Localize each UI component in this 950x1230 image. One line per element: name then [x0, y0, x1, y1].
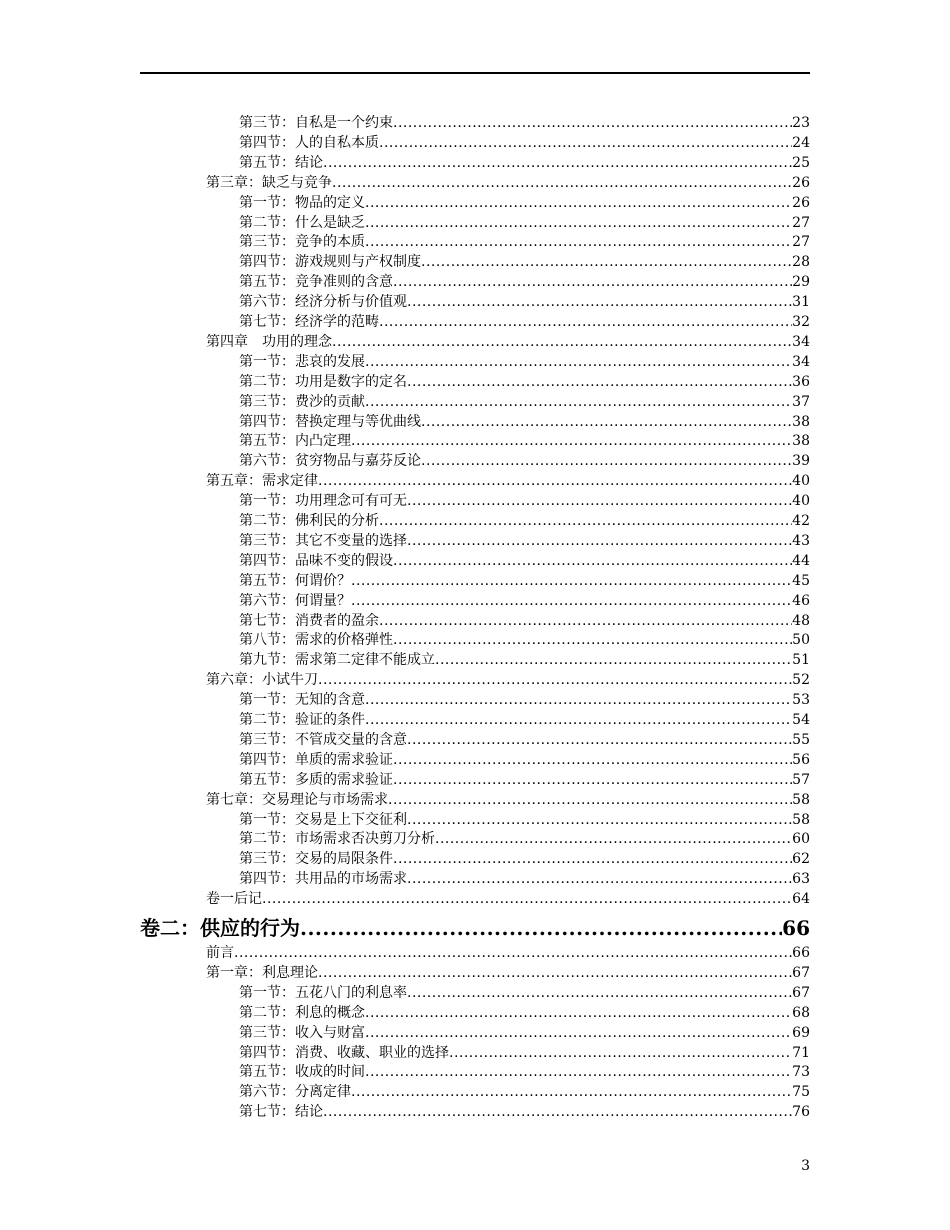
toc-entry-page: 28	[792, 254, 810, 271]
toc-section-entry[interactable]	[239, 252, 810, 272]
dot-leader	[351, 1082, 792, 1102]
toc-section-entry[interactable]	[239, 431, 810, 451]
toc-entry-page: 32	[792, 314, 810, 330]
dot-leader	[318, 471, 792, 491]
dot-leader	[388, 790, 792, 810]
toc-entry-label: 第五章：需求定律	[206, 473, 318, 490]
toc-entry-label: 第六节：经济分析与价值观	[239, 294, 407, 311]
toc-section-entry[interactable]	[239, 232, 810, 252]
toc-section-entry[interactable]	[239, 451, 810, 471]
toc-entry-label: 第五节：内凸定理	[239, 433, 351, 450]
toc-entry-label: 第六节：何谓量？	[239, 592, 351, 609]
toc-entry-label: 第三节：其它不变量的选择	[239, 532, 407, 549]
toc-entry-label: 第三节：自私是一个约束	[239, 115, 393, 131]
toc-chapter-entry[interactable]	[206, 963, 810, 983]
toc-entry-page: 54	[792, 712, 810, 728]
toc-entry-page: 26	[792, 194, 810, 211]
toc-entry-page: 34	[792, 333, 810, 350]
toc-section-entry[interactable]	[239, 770, 810, 790]
dot-leader	[379, 511, 792, 531]
toc-entry-label: 第四节：共用品的市场需求	[239, 871, 407, 888]
dot-leader	[365, 690, 792, 710]
toc-entry-label: 第二节：功用是数字的定名	[239, 373, 407, 390]
dot-leader	[365, 232, 792, 252]
toc-section-entry[interactable]	[239, 1003, 810, 1023]
toc-chapter-entry[interactable]	[206, 471, 810, 491]
toc-entry-label: 第四节：品味不变的假设	[239, 552, 393, 569]
toc-section-entry[interactable]	[239, 571, 810, 591]
toc-entry-page: 68	[792, 1004, 810, 1021]
toc-entry-page: 62	[792, 851, 810, 868]
page-number: 3	[801, 1158, 810, 1174]
dot-leader	[393, 272, 792, 292]
toc-entry-label: 第一章：利息理论	[206, 964, 318, 981]
toc-entry-page: 38	[792, 433, 810, 450]
dot-leader	[407, 531, 792, 551]
dot-leader	[365, 1003, 792, 1023]
toc-entry-page: 58	[792, 791, 810, 808]
toc-entry-page: 52	[792, 672, 810, 689]
toc-entry-page: 36	[792, 373, 810, 390]
dot-leader	[449, 1043, 792, 1063]
toc-entry-label: 第五节：何谓价？	[239, 572, 351, 589]
toc-section-entry[interactable]	[239, 491, 810, 511]
toc-entry-page: 66	[792, 945, 810, 961]
toc-section-entry[interactable]	[239, 392, 810, 412]
dot-leader	[407, 983, 792, 1003]
toc-entry-label: 第四节：消费、收藏、职业的选择	[239, 1044, 449, 1061]
dot-leader	[421, 412, 792, 432]
toc-section-entry[interactable]	[239, 272, 810, 292]
toc-entry-label: 第五节：多质的需求验证	[239, 771, 393, 788]
toc-entry-page: 44	[792, 552, 810, 569]
toc-entry-label: 第五节：结论	[239, 154, 323, 171]
toc-entry-label: 卷一后记	[206, 891, 262, 908]
toc-section-entry[interactable]	[239, 1043, 810, 1063]
toc-section-entry[interactable]	[239, 810, 810, 830]
toc-section-entry[interactable]	[239, 372, 810, 392]
toc-entry-page: 37	[792, 393, 810, 410]
toc-entry-page: 51	[792, 652, 810, 669]
toc-section-entry[interactable]	[239, 1102, 810, 1122]
toc-entry-page: 24	[792, 134, 810, 151]
dot-leader	[421, 252, 792, 272]
toc-entry-page: 25	[792, 154, 810, 171]
dot-leader	[407, 292, 792, 312]
toc-entry-label: 第三节：竞争的本质	[239, 234, 365, 251]
toc-section-entry[interactable]	[239, 750, 810, 770]
dot-leader	[393, 849, 792, 869]
toc-section-entry[interactable]	[239, 511, 810, 531]
toc-entry-label: 第一节：无知的含意	[239, 692, 365, 709]
toc-entry-page: 40	[792, 473, 810, 490]
toc-section-entry[interactable]	[239, 551, 810, 571]
toc-entry-label: 第二节：利息的概念	[239, 1004, 365, 1021]
dot-leader	[393, 113, 792, 133]
toc-entry-label: 第四节：替换定理与等优曲线	[239, 413, 421, 430]
toc-entry-page: 64	[792, 891, 810, 908]
toc-entry-page: 60	[792, 831, 810, 848]
dot-leader	[318, 670, 792, 690]
toc-section-entry[interactable]	[239, 591, 810, 611]
toc-entry-label: 第二节：什么是缺乏	[239, 214, 365, 231]
toc-entry-label: 第一节：交易是上下交征利	[239, 811, 407, 828]
toc-entry-page: 66	[782, 916, 810, 940]
toc-section-entry[interactable]	[239, 531, 810, 551]
header-rule	[140, 72, 810, 74]
toc-entry-label: 第二节：验证的条件	[239, 712, 365, 728]
toc-entry-page: 45	[792, 572, 810, 589]
toc-entry-label: 第三节：交易的局限条件	[239, 851, 393, 868]
toc-entry-page: 27	[792, 234, 810, 251]
toc-entry-label: 第四节：单质的需求验证	[239, 751, 393, 768]
toc-entry-label: 第四节：人的自私本质	[239, 134, 379, 151]
toc-entry-label: 卷二：供应的行为	[140, 916, 300, 940]
toc-entry-label: 第四章 功用的理念	[206, 333, 332, 350]
dot-leader	[332, 332, 792, 352]
toc-part-entry[interactable]	[140, 915, 810, 941]
toc-entry-page: 40	[792, 493, 810, 510]
toc-entry-label: 前言	[206, 945, 234, 961]
dot-leader	[365, 392, 792, 412]
toc-section-entry[interactable]	[239, 352, 810, 372]
dot-leader	[421, 451, 792, 471]
dot-leader	[365, 710, 792, 730]
toc-entry-page: 38	[792, 413, 810, 430]
toc-chapter-entry[interactable]	[206, 790, 810, 810]
dot-leader	[407, 372, 792, 392]
toc-entry-label: 第八节：需求的价格弹性	[239, 632, 393, 649]
toc-entry-page: 53	[792, 692, 810, 709]
toc-entry-label: 第二节：佛利民的分析	[239, 513, 379, 529]
toc-section-entry[interactable]	[239, 1082, 810, 1102]
toc-entry-page: 31	[792, 294, 810, 311]
toc-chapter-entry[interactable]	[206, 889, 810, 909]
dot-leader	[365, 352, 792, 372]
toc-section-entry[interactable]	[239, 869, 810, 889]
dot-leader	[393, 770, 792, 790]
dot-leader	[393, 551, 792, 571]
toc-entry-label: 第一节：功用理念可有可无	[239, 493, 407, 510]
dot-leader	[407, 810, 792, 830]
toc-section-entry[interactable]	[239, 213, 810, 233]
toc-section-entry[interactable]	[239, 710, 810, 730]
dot-leader	[323, 1102, 792, 1122]
toc-section-entry[interactable]	[239, 730, 810, 750]
toc-section-entry[interactable]	[239, 690, 810, 710]
toc-entry-page: 42	[792, 513, 810, 529]
toc-entry-page: 56	[792, 751, 810, 768]
toc-entry-page: 26	[792, 174, 810, 191]
toc-section-entry[interactable]	[239, 630, 810, 650]
dot-leader	[351, 591, 792, 611]
toc-entry-label: 第一节：五花八门的利息率	[239, 984, 407, 1001]
dot-leader	[262, 889, 792, 909]
toc-entry-page: 23	[792, 115, 810, 131]
toc-entry-label: 第三节：收入与财富	[239, 1024, 365, 1041]
toc-entry-page: 39	[792, 453, 810, 470]
dot-leader	[234, 943, 792, 963]
toc-section-entry[interactable]	[239, 611, 810, 631]
dot-leader	[300, 915, 782, 941]
toc-entry-page: 67	[792, 964, 810, 981]
toc-entry-label: 第一节：物品的定义	[239, 194, 365, 211]
toc-entry-page: 29	[792, 274, 810, 291]
toc-chapter-entry[interactable]	[206, 670, 810, 690]
dot-leader	[318, 963, 792, 983]
toc-entry-page: 55	[792, 731, 810, 748]
toc-entry-page: 73	[792, 1064, 810, 1081]
toc-entry-label: 第六章：小试牛刀	[206, 672, 318, 689]
toc-entry-page: 46	[792, 592, 810, 609]
toc-section-entry[interactable]	[239, 1062, 810, 1082]
dot-leader	[379, 611, 792, 631]
toc-entry-page: 67	[792, 984, 810, 1001]
toc-entry-label: 第四节：游戏规则与产权制度	[239, 254, 421, 271]
toc-section-entry[interactable]	[239, 153, 810, 173]
dot-leader	[365, 1062, 792, 1082]
toc-section-entry[interactable]	[239, 113, 810, 133]
dot-leader	[407, 491, 792, 511]
dot-leader	[393, 750, 792, 770]
toc-entry-label: 第五节：收成的时间	[239, 1064, 365, 1081]
toc-entry-label: 第七节：消费者的盈余	[239, 612, 379, 629]
toc-entry-label: 第七章：交易理论与市场需求	[206, 791, 388, 808]
toc-entry-label: 第七节：经济学的范畴	[239, 314, 379, 330]
toc-entry-page: 69	[792, 1024, 810, 1041]
toc-entry-page: 27	[792, 214, 810, 231]
toc-section-entry[interactable]	[239, 829, 810, 849]
dot-leader	[435, 829, 792, 849]
dot-leader	[332, 173, 792, 193]
dot-leader	[365, 213, 792, 233]
toc-chapter-entry[interactable]	[206, 173, 810, 193]
dot-leader	[323, 153, 792, 173]
toc-entry-label: 第一节：悲哀的发展	[239, 353, 365, 370]
toc-entry-label: 第七节：结论	[239, 1104, 323, 1121]
toc-section-entry[interactable]	[239, 312, 810, 332]
toc-entry-page: 50	[792, 632, 810, 649]
toc-section-entry[interactable]	[239, 193, 810, 213]
toc-chapter-entry[interactable]	[206, 332, 810, 352]
toc-entry-page: 71	[792, 1044, 810, 1061]
toc-entry-page: 58	[792, 811, 810, 828]
dot-leader	[379, 312, 792, 332]
toc-entry-label: 第二节：市场需求否决剪刀分析	[239, 831, 435, 848]
toc-entry-page: 34	[792, 353, 810, 370]
toc-entry-label: 第九节：需求第二定律不能成立	[239, 652, 435, 669]
toc-entry-page: 48	[792, 612, 810, 629]
toc-entry-page: 63	[792, 871, 810, 888]
dot-leader	[435, 650, 792, 670]
toc-entry-label: 第六节：贫穷物品与嘉芬反论	[239, 453, 421, 470]
toc-entry-label: 第三节：不管成交量的含意	[239, 731, 407, 748]
toc-entry-page: 57	[792, 771, 810, 788]
toc-entry-label: 第五节：竞争准则的含意	[239, 274, 393, 291]
toc-entry-page: 76	[792, 1104, 810, 1121]
toc-section-entry[interactable]	[239, 133, 810, 153]
toc-entry-page: 75	[792, 1084, 810, 1101]
toc-section-entry[interactable]	[239, 849, 810, 869]
toc-section-entry[interactable]	[239, 983, 810, 1003]
dot-leader	[365, 1023, 792, 1043]
dot-leader	[351, 571, 792, 591]
toc-entry-label: 第三节：费沙的贡献	[239, 393, 365, 410]
toc-chapter-entry[interactable]	[206, 943, 810, 963]
dot-leader	[407, 869, 792, 889]
toc-section-entry[interactable]	[239, 412, 810, 432]
dot-leader	[365, 193, 792, 213]
dot-leader	[393, 630, 792, 650]
dot-leader	[379, 133, 792, 153]
dot-leader	[407, 730, 792, 750]
toc-entry-label: 第三章：缺乏与竞争	[206, 174, 332, 191]
toc-section-entry[interactable]	[239, 1023, 810, 1043]
toc-section-entry[interactable]	[239, 650, 810, 670]
toc-section-entry[interactable]	[239, 292, 810, 312]
toc-entry-page: 43	[792, 532, 810, 549]
toc-entry-label: 第六节：分离定律	[239, 1084, 351, 1101]
dot-leader	[351, 431, 792, 451]
